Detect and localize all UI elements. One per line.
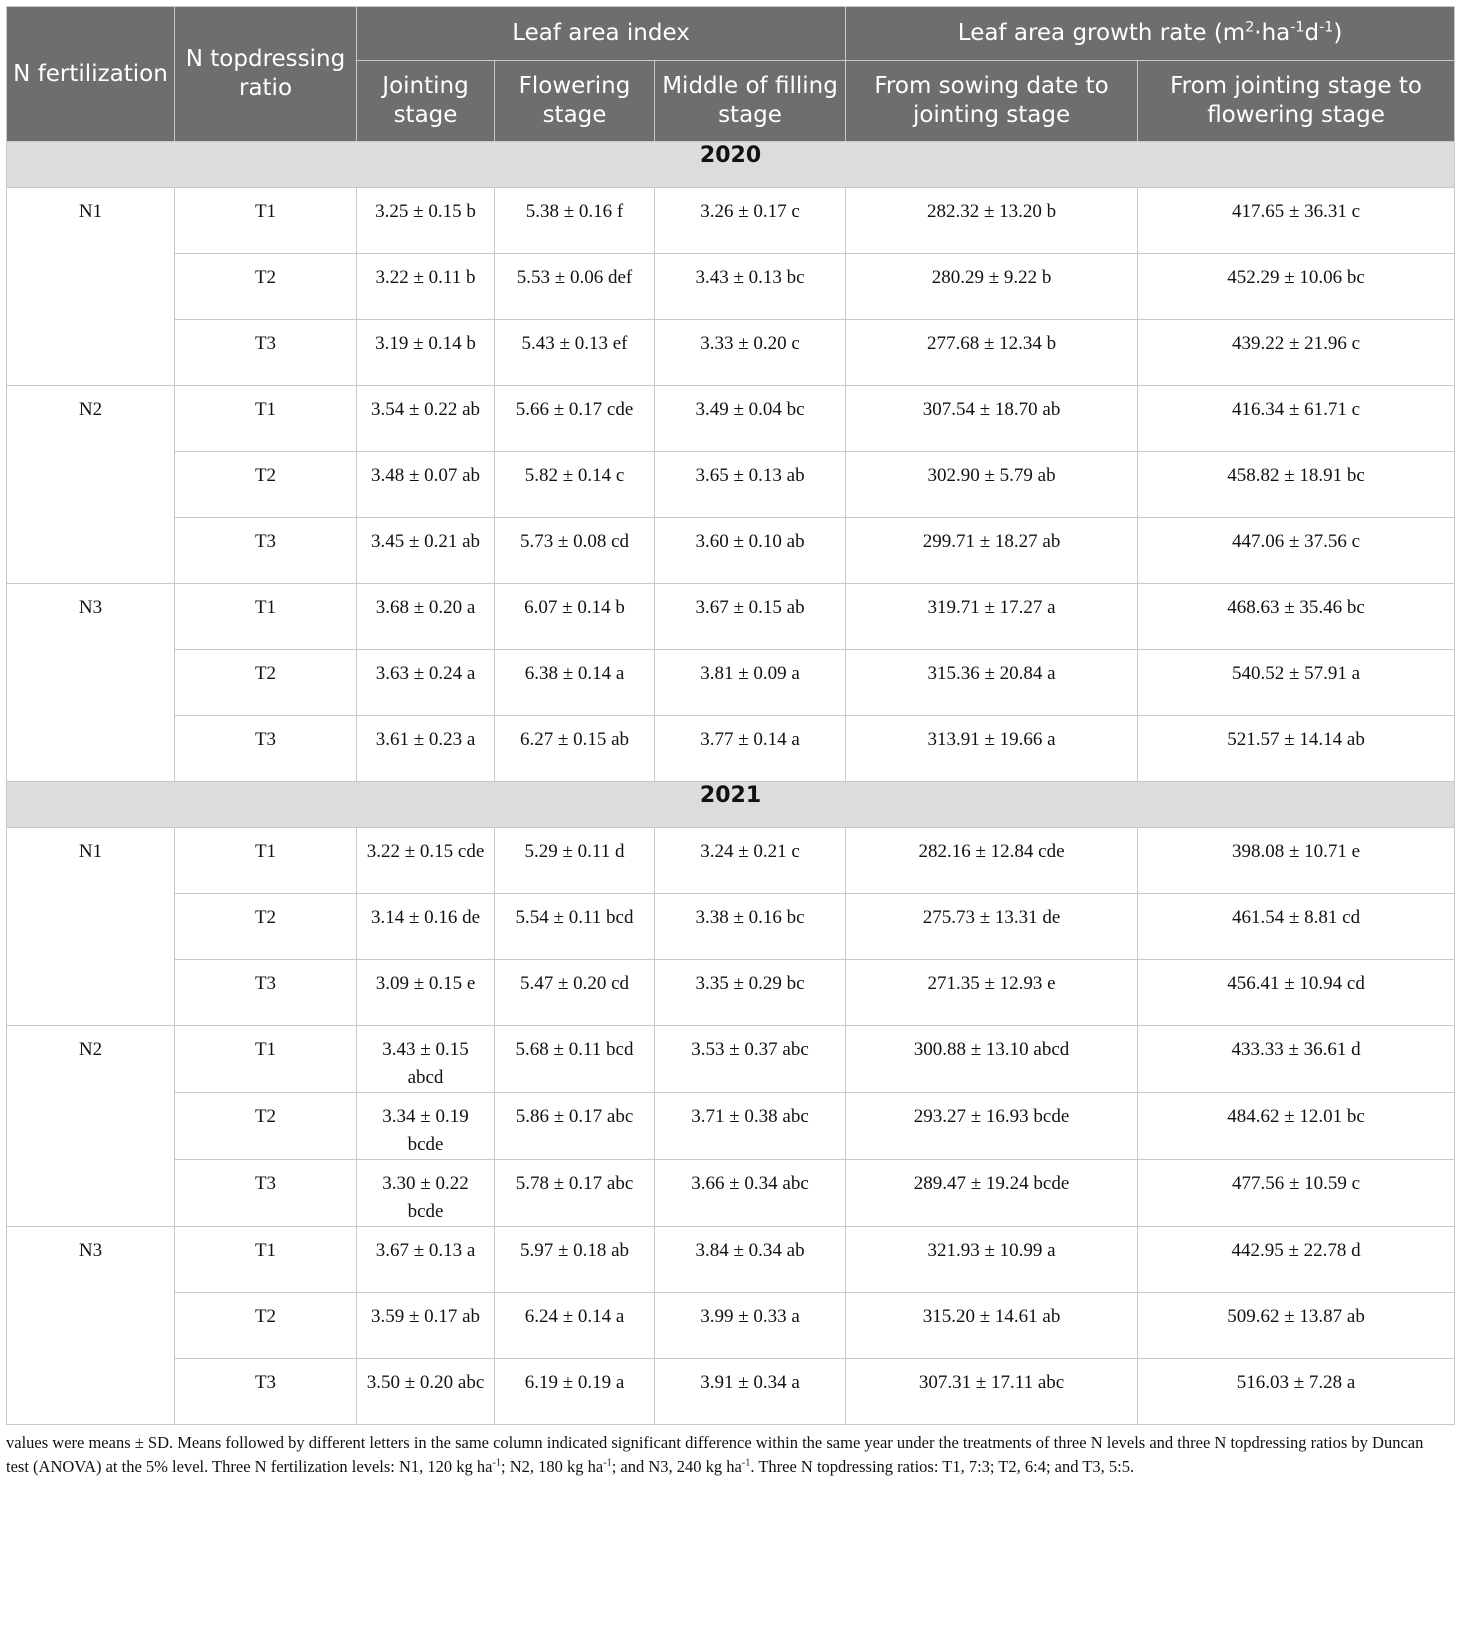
cell-jointing-to-flowering: 484.62 ± 12.01 bc <box>1138 1093 1455 1160</box>
cell-jointing-to-flowering: 468.63 ± 35.46 bc <box>1138 584 1455 650</box>
header-n-fertilization: N fertilization <box>7 7 175 142</box>
cell-jointing: 3.50 ± 0.20 abc <box>357 1359 495 1425</box>
cell-flowering: 5.97 ± 0.18 ab <box>495 1227 655 1293</box>
cell-jointing-to-flowering: 447.06 ± 37.56 c <box>1138 518 1455 584</box>
cell-filling: 3.66 ± 0.34 abc <box>655 1160 846 1227</box>
cell-topdressing-ratio: T3 <box>175 716 357 782</box>
cell-flowering: 5.68 ± 0.11 bcd <box>495 1026 655 1093</box>
cell-filling: 3.26 ± 0.17 c <box>655 188 846 254</box>
cell-jointing: 3.45 ± 0.21 ab <box>357 518 495 584</box>
cell-sowing-to-jointing: 271.35 ± 12.93 e <box>846 960 1138 1026</box>
cell-filling: 3.84 ± 0.34 ab <box>655 1227 846 1293</box>
table-row <box>7 452 1455 518</box>
header-jointing-stage: Jointing stage <box>357 61 495 142</box>
header-flowering-stage: Flowering stage <box>495 61 655 142</box>
cell-jointing-to-flowering: 521.57 ± 14.14 ab <box>1138 716 1455 782</box>
cell-topdressing-ratio: T2 <box>175 650 357 716</box>
cell-filling: 3.81 ± 0.09 a <box>655 650 846 716</box>
cell-topdressing-ratio: T2 <box>175 1293 357 1359</box>
cell-topdressing-ratio: T1 <box>175 386 357 452</box>
cell-flowering: 6.38 ± 0.14 a <box>495 650 655 716</box>
cell-jointing: 3.43 ± 0.15 abcd <box>357 1026 495 1093</box>
cell-sowing-to-jointing: 280.29 ± 9.22 b <box>846 254 1138 320</box>
cell-jointing: 3.14 ± 0.16 de <box>357 894 495 960</box>
cell-jointing-to-flowering: 398.08 ± 10.71 e <box>1138 828 1455 894</box>
cell-jointing-to-flowering: 540.52 ± 57.91 a <box>1138 650 1455 716</box>
cell-filling: 3.91 ± 0.34 a <box>655 1359 846 1425</box>
cell-sowing-to-jointing: 299.71 ± 18.27 ab <box>846 518 1138 584</box>
cell-jointing-to-flowering: 461.54 ± 8.81 cd <box>1138 894 1455 960</box>
cell-jointing-to-flowering: 477.56 ± 10.59 c <box>1138 1160 1455 1227</box>
header-n-topdressing-ratio: N topdressing ratio <box>175 7 357 142</box>
cell-flowering: 5.29 ± 0.11 d <box>495 828 655 894</box>
cell-sowing-to-jointing: 315.36 ± 20.84 a <box>846 650 1138 716</box>
cell-filling: 3.38 ± 0.16 bc <box>655 894 846 960</box>
cell-n-level: N2 <box>7 1026 175 1227</box>
cell-topdressing-ratio: T2 <box>175 1093 357 1160</box>
cell-jointing-to-flowering: 452.29 ± 10.06 bc <box>1138 254 1455 320</box>
cell-n-level: N1 <box>7 828 175 1026</box>
table-header <box>7 7 1455 142</box>
cell-jointing: 3.67 ± 0.13 a <box>357 1227 495 1293</box>
cell-flowering: 6.27 ± 0.15 ab <box>495 716 655 782</box>
cell-filling: 3.67 ± 0.15 ab <box>655 584 846 650</box>
cell-jointing: 3.48 ± 0.07 ab <box>357 452 495 518</box>
table-row <box>7 188 1455 254</box>
table-row <box>7 1293 1455 1359</box>
cell-sowing-to-jointing: 307.31 ± 17.11 abc <box>846 1359 1138 1425</box>
cell-sowing-to-jointing: 315.20 ± 14.61 ab <box>846 1293 1138 1359</box>
year-label: 2021 <box>7 782 1455 828</box>
table-footnote: values were means ± SD. Means followed by different letters in the same column indicated significant difference within the same year under the treatments of three N levels and three N topdressing ratios by Duncan test (ANOVA) at the 5% level. Three N fertilization levels: N1, 120 kg $ha^{-1}$; N2, 180 kg $ha^{-1}$; and N3, 240 kg $ha^{-1}$. Three N topdressing ratios: T1, 7:3; T2, 6:4; and T3, 5:5. <box>6 1433 1424 1476</box>
cell-jointing-to-flowering: 509.62 ± 13.87 ab <box>1138 1293 1455 1359</box>
cell-flowering: 5.66 ± 0.17 cde <box>495 386 655 452</box>
table-row <box>7 1026 1455 1093</box>
cell-sowing-to-jointing: 300.88 ± 13.10 abcd <box>846 1026 1138 1093</box>
cell-sowing-to-jointing: 313.91 ± 19.66 a <box>846 716 1138 782</box>
cell-jointing: 3.54 ± 0.22 ab <box>357 386 495 452</box>
cell-jointing: 3.63 ± 0.24 a <box>357 650 495 716</box>
cell-jointing-to-flowering: 439.22 ± 21.96 c <box>1138 320 1455 386</box>
table-container <box>6 6 1454 1479</box>
header-leaf-area-index: Leaf area index <box>357 7 846 61</box>
cell-n-level: N1 <box>7 188 175 386</box>
cell-flowering: 6.07 ± 0.14 b <box>495 584 655 650</box>
cell-jointing: 3.61 ± 0.23 a <box>357 716 495 782</box>
cell-topdressing-ratio: T3 <box>175 960 357 1026</box>
header-middle-filling-stage: Middle of filling stage <box>655 61 846 142</box>
cell-flowering: 6.24 ± 0.14 a <box>495 1293 655 1359</box>
header-jointing-to-flowering: From jointing stage to flowering stage <box>1138 61 1455 142</box>
cell-topdressing-ratio: T3 <box>175 320 357 386</box>
cell-topdressing-ratio: T1 <box>175 584 357 650</box>
table-row <box>7 1160 1455 1227</box>
cell-topdressing-ratio: T3 <box>175 518 357 584</box>
cell-topdressing-ratio: T1 <box>175 188 357 254</box>
cell-sowing-to-jointing: 307.54 ± 18.70 ab <box>846 386 1138 452</box>
cell-jointing-to-flowering: 516.03 ± 7.28 a <box>1138 1359 1455 1425</box>
cell-topdressing-ratio: T1 <box>175 1026 357 1093</box>
cell-jointing: 3.19 ± 0.14 b <box>357 320 495 386</box>
cell-jointing: 3.68 ± 0.20 a <box>357 584 495 650</box>
cell-flowering: 5.43 ± 0.13 ef <box>495 320 655 386</box>
cell-flowering: 5.73 ± 0.08 cd <box>495 518 655 584</box>
cell-topdressing-ratio: T2 <box>175 254 357 320</box>
table-row <box>7 1227 1455 1293</box>
cell-flowering: 5.78 ± 0.17 abc <box>495 1160 655 1227</box>
cell-filling: 3.53 ± 0.37 abc <box>655 1026 846 1093</box>
cell-jointing: 3.59 ± 0.17 ab <box>357 1293 495 1359</box>
table-row <box>7 320 1455 386</box>
table-row <box>7 1093 1455 1160</box>
cell-filling: 3.77 ± 0.14 a <box>655 716 846 782</box>
cell-jointing-to-flowering: 416.34 ± 61.71 c <box>1138 386 1455 452</box>
table-body <box>7 142 1455 1425</box>
table-row <box>7 386 1455 452</box>
cell-sowing-to-jointing: 277.68 ± 12.34 b <box>846 320 1138 386</box>
cell-sowing-to-jointing: 319.71 ± 17.27 a <box>846 584 1138 650</box>
table-row <box>7 1359 1455 1425</box>
cell-flowering: 5.82 ± 0.14 c <box>495 452 655 518</box>
cell-jointing: 3.25 ± 0.15 b <box>357 188 495 254</box>
cell-jointing-to-flowering: 433.33 ± 36.61 d <box>1138 1026 1455 1093</box>
table-row <box>7 716 1455 782</box>
cell-sowing-to-jointing: 282.32 ± 13.20 b <box>846 188 1138 254</box>
cell-sowing-to-jointing: 321.93 ± 10.99 a <box>846 1227 1138 1293</box>
cell-jointing-to-flowering: 458.82 ± 18.91 bc <box>1138 452 1455 518</box>
cell-jointing: 3.30 ± 0.22 bcde <box>357 1160 495 1227</box>
header-sowing-to-jointing: From sowing date to jointing stage <box>846 61 1138 142</box>
cell-topdressing-ratio: T2 <box>175 894 357 960</box>
cell-topdressing-ratio: T1 <box>175 1227 357 1293</box>
cell-n-level: N3 <box>7 1227 175 1425</box>
cell-sowing-to-jointing: 275.73 ± 13.31 de <box>846 894 1138 960</box>
year-row <box>7 782 1455 828</box>
cell-jointing: 3.22 ± 0.11 b <box>357 254 495 320</box>
cell-filling: 3.43 ± 0.13 bc <box>655 254 846 320</box>
header-leaf-area-growth-rate: Leaf area growth rate $(m^2\cdot ha^{-1}d^{-1})$ <box>846 7 1455 61</box>
cell-flowering: 5.53 ± 0.06 def <box>495 254 655 320</box>
year-row <box>7 142 1455 188</box>
cell-filling: 3.60 ± 0.10 ab <box>655 518 846 584</box>
cell-sowing-to-jointing: 302.90 ± 5.79 ab <box>846 452 1138 518</box>
cell-filling: 3.49 ± 0.04 bc <box>655 386 846 452</box>
cell-topdressing-ratio: T2 <box>175 452 357 518</box>
cell-filling: 3.99 ± 0.33 a <box>655 1293 846 1359</box>
cell-flowering: 5.54 ± 0.11 bcd <box>495 894 655 960</box>
cell-flowering: 5.38 ± 0.16 f <box>495 188 655 254</box>
table-row <box>7 518 1455 584</box>
cell-topdressing-ratio: T1 <box>175 828 357 894</box>
cell-filling: 3.33 ± 0.20 c <box>655 320 846 386</box>
cell-jointing-to-flowering: 417.65 ± 36.31 c <box>1138 188 1455 254</box>
table-row <box>7 960 1455 1026</box>
cell-flowering: 5.47 ± 0.20 cd <box>495 960 655 1026</box>
cell-sowing-to-jointing: 282.16 ± 12.84 cde <box>846 828 1138 894</box>
table-row <box>7 584 1455 650</box>
year-label: 2020 <box>7 142 1455 188</box>
cell-filling: 3.24 ± 0.21 c <box>655 828 846 894</box>
cell-filling: 3.71 ± 0.38 abc <box>655 1093 846 1160</box>
cell-n-level: N2 <box>7 386 175 584</box>
cell-filling: 3.35 ± 0.29 bc <box>655 960 846 1026</box>
table-row <box>7 894 1455 960</box>
cell-flowering: 5.86 ± 0.17 abc <box>495 1093 655 1160</box>
cell-jointing: 3.09 ± 0.15 e <box>357 960 495 1026</box>
cell-sowing-to-jointing: 293.27 ± 16.93 bcde <box>846 1093 1138 1160</box>
cell-jointing-to-flowering: 442.95 ± 22.78 d <box>1138 1227 1455 1293</box>
cell-topdressing-ratio: T3 <box>175 1160 357 1227</box>
cell-jointing: 3.22 ± 0.15 cde <box>357 828 495 894</box>
cell-jointing: 3.34 ± 0.19 bcde <box>357 1093 495 1160</box>
cell-sowing-to-jointing: 289.47 ± 19.24 bcde <box>846 1160 1138 1227</box>
table-row <box>7 828 1455 894</box>
table-row <box>7 254 1455 320</box>
cell-jointing-to-flowering: 456.41 ± 10.94 cd <box>1138 960 1455 1026</box>
table-row <box>7 650 1455 716</box>
cell-topdressing-ratio: T3 <box>175 1359 357 1425</box>
cell-n-level: N3 <box>7 584 175 782</box>
cell-flowering: 6.19 ± 0.19 a <box>495 1359 655 1425</box>
data-table <box>6 6 1455 1425</box>
cell-filling: 3.65 ± 0.13 ab <box>655 452 846 518</box>
